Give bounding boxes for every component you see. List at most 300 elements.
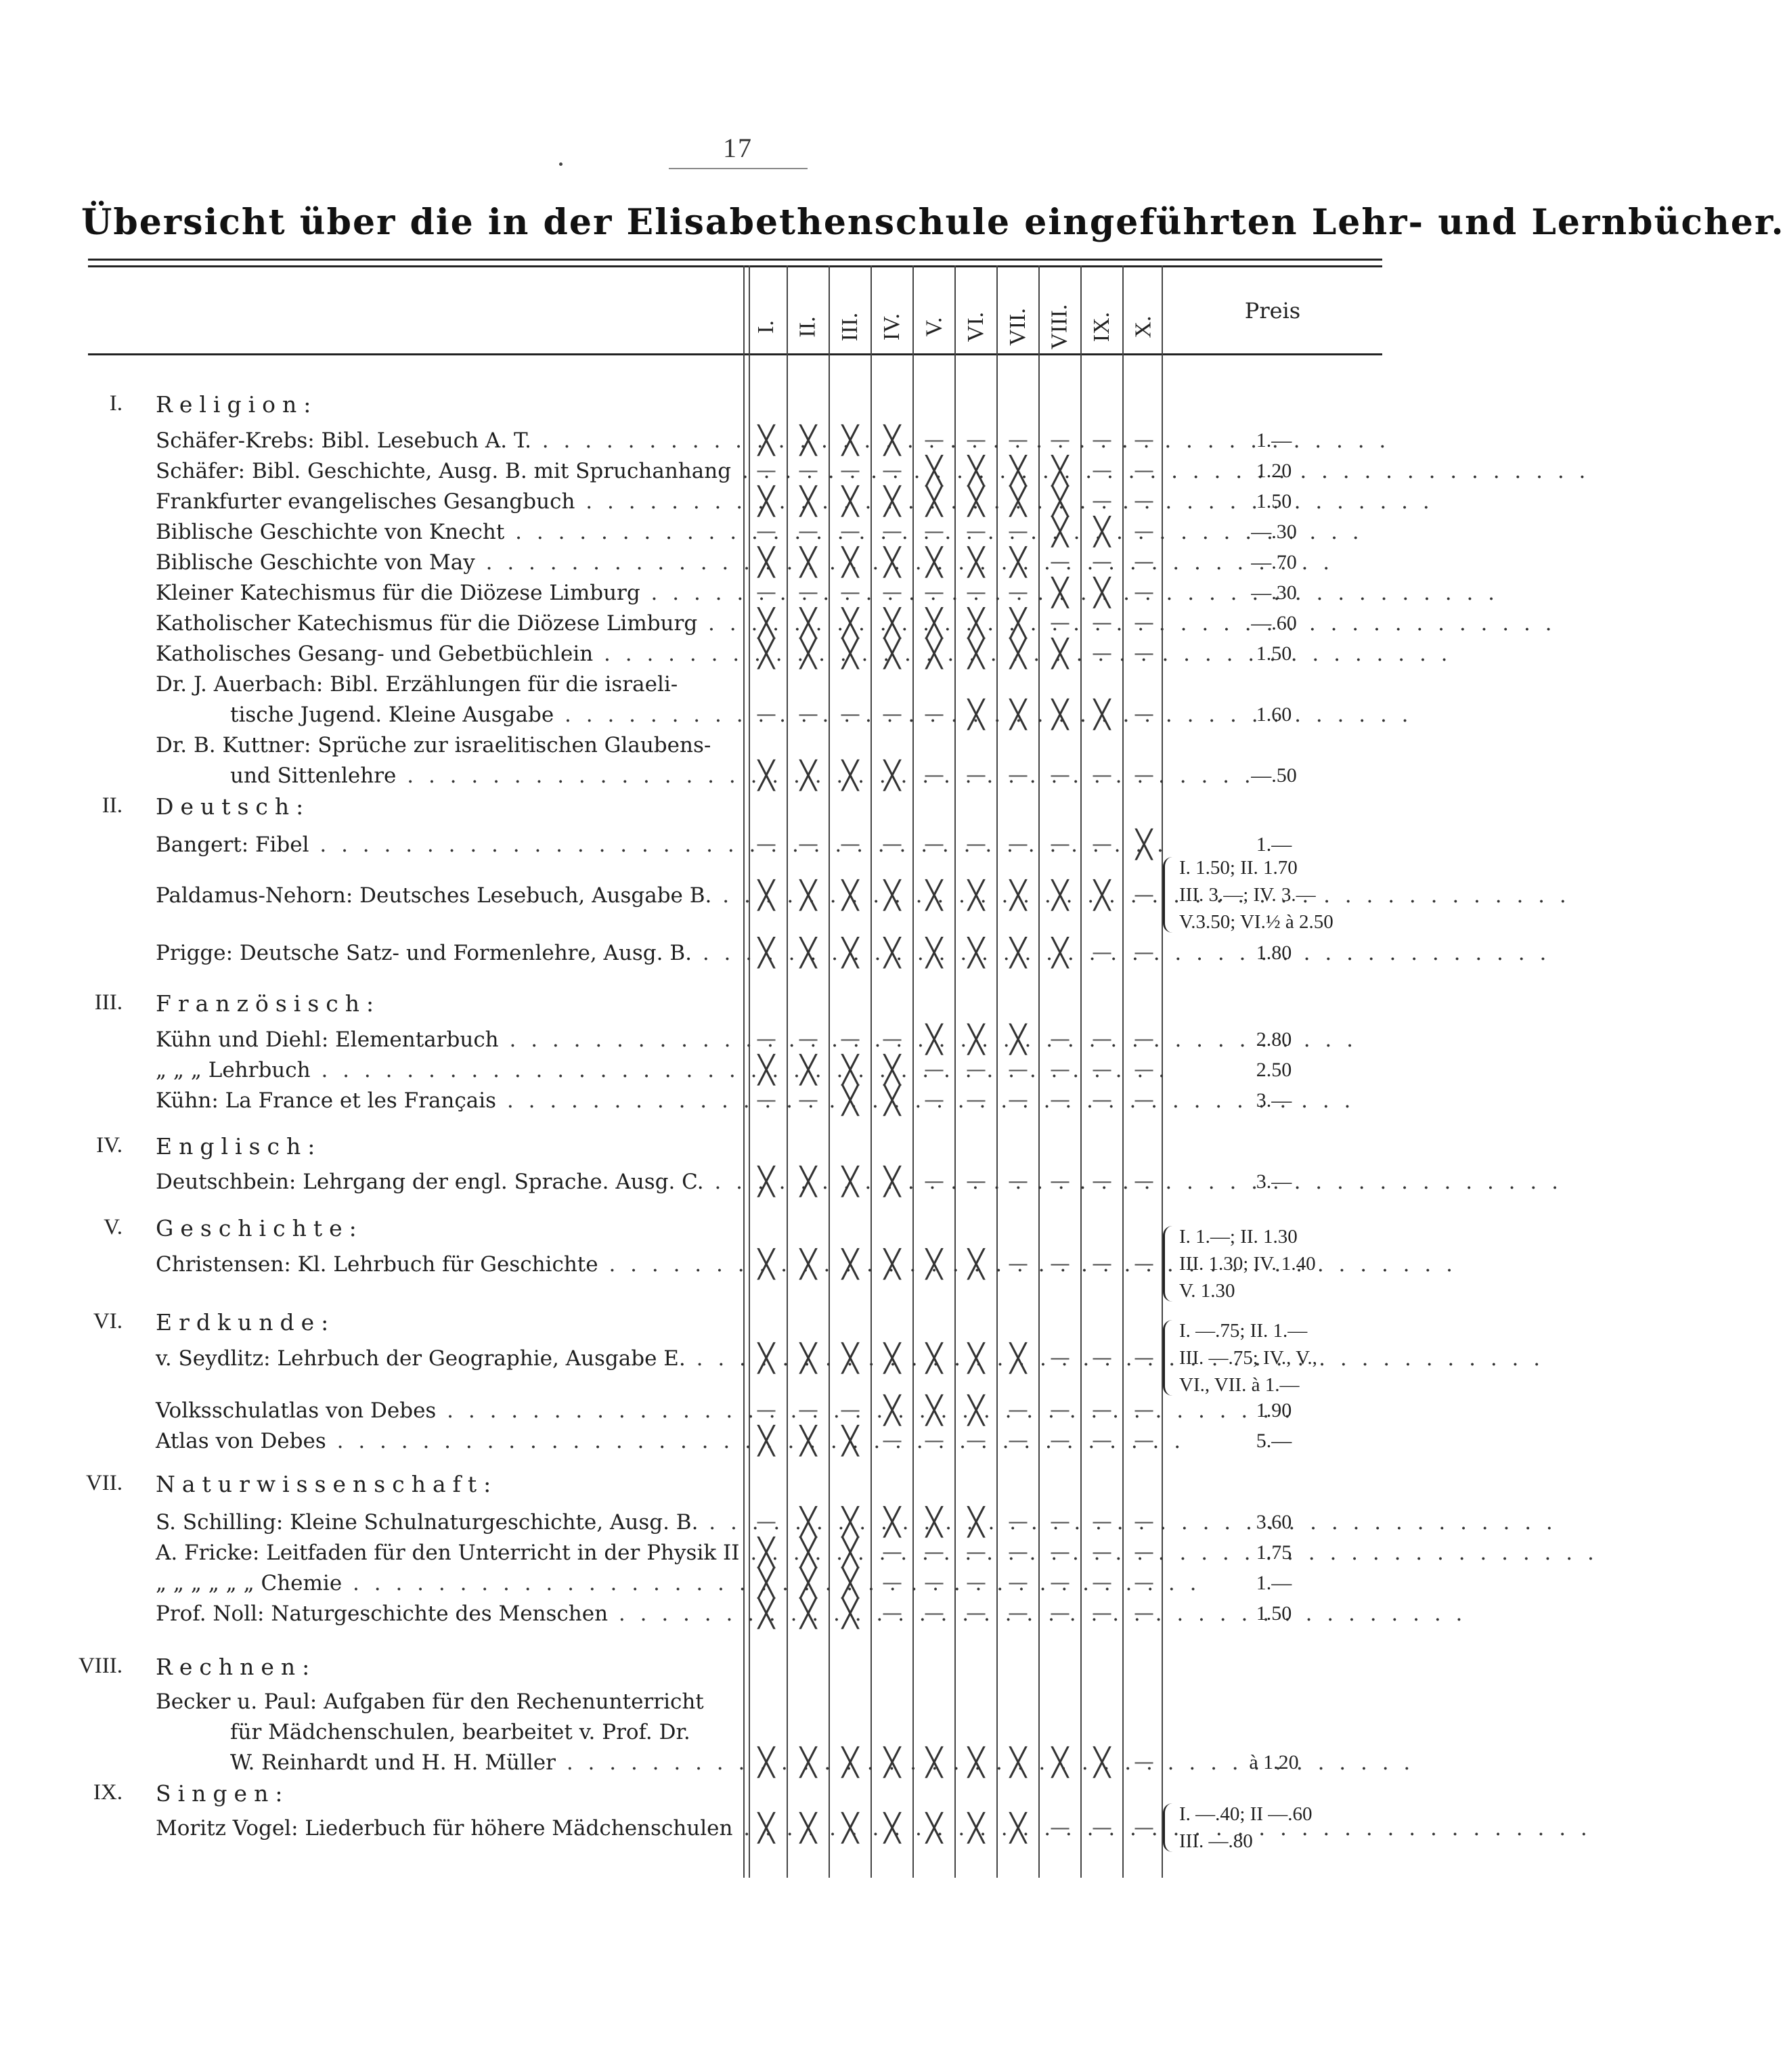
not-used-dash: — [924, 703, 944, 726]
used-mark: ╳ [799, 1249, 817, 1280]
price-value: 1.20 [1256, 460, 1292, 482]
not-used-dash: — [1050, 1510, 1070, 1534]
section-number: IX. [93, 1780, 123, 1805]
section-heading [0, 793, 1558, 824]
book-title-line: „ „ „ Lehrbuch . . . [156, 1056, 721, 1084]
used-mark: ╳ [1009, 938, 1027, 969]
used-mark: ╳ [1009, 880, 1027, 911]
not-used-dash: — [966, 428, 986, 452]
book-title-line: Biblische Geschichte von Knecht . . . [156, 518, 721, 546]
used-mark: ╳ [1051, 486, 1069, 517]
book-title-line: Schäfer: Bibl. Geschichte, Ausg. B. mit Spruchanhang . . . [156, 457, 721, 485]
used-mark: ╳ [883, 1747, 901, 1778]
not-used-dash: — [756, 1510, 776, 1534]
not-used-dash: — [1092, 1571, 1112, 1595]
book-row [0, 1718, 1558, 1748]
not-used-dash: — [1050, 1170, 1070, 1193]
used-mark: ╳ [799, 1426, 817, 1457]
not-used-dash: — [1050, 1028, 1070, 1051]
not-used-dash: — [882, 1541, 902, 1564]
header-bottom-rule [88, 353, 1382, 355]
book-title-line: Katholischer Katechismus für die Diözese Limburg . . . [156, 609, 721, 638]
used-mark: ╳ [1009, 456, 1027, 487]
class-column-header [1124, 296, 1164, 357]
used-mark: ╳ [967, 1813, 985, 1844]
section-title: Singen: [156, 1780, 290, 1807]
section-title: Naturwissenschaft: [156, 1471, 498, 1497]
price-row [0, 518, 1558, 548]
not-used-dash: — [1092, 764, 1112, 787]
used-mark: ╳ [757, 547, 775, 578]
not-used-dash: — [1008, 1088, 1028, 1112]
book-title-line: Katholisches Gesang- und Gebetbüchlein . . . [156, 640, 721, 668]
not-used-dash: — [1134, 941, 1154, 965]
used-mark: ╳ [925, 938, 943, 969]
not-used-dash: — [1050, 1058, 1070, 1082]
not-used-dash: — [966, 581, 986, 604]
price-row [0, 1569, 1558, 1600]
class-column-header [956, 296, 996, 357]
not-used-dash: — [756, 1088, 776, 1112]
not-used-dash: — [1134, 550, 1154, 574]
used-mark: ╳ [1093, 516, 1111, 548]
class-column-header [998, 296, 1038, 357]
price-value-line: I. 1.50; II. 1.70 [1179, 857, 1298, 879]
used-mark: ╳ [1009, 699, 1027, 730]
class-column-header [788, 296, 829, 357]
used-mark: ╳ [925, 1747, 943, 1778]
price-column-header: Preis [1244, 298, 1301, 324]
price-value: 2.80 [1256, 1028, 1292, 1051]
not-used-dash: — [966, 764, 986, 787]
used-mark: ╳ [841, 1507, 859, 1538]
not-used-dash: — [882, 703, 902, 726]
used-mark: ╳ [925, 1343, 943, 1374]
book-title-line: Volksschulatlas von Debes . . . [156, 1396, 721, 1425]
class-column-label: IX. [1088, 311, 1114, 343]
book-title-line: Bangert: Fibel . . . [156, 831, 721, 859]
not-used-dash: — [924, 764, 944, 787]
price-row [0, 701, 1558, 731]
class-column-label: VIII. [1047, 304, 1072, 350]
book-title-line: Dr. B. Kuttner: Sprüche zur israelitischen Glaubens- [156, 733, 711, 757]
not-used-dash: — [882, 520, 902, 544]
not-used-dash: — [1134, 1398, 1154, 1422]
price-value-line: I. —.75; II. 1.— [1179, 1320, 1308, 1342]
used-mark: ╳ [883, 486, 901, 517]
table-top-rule [88, 259, 1382, 261]
price-row [0, 487, 1558, 518]
not-used-dash: — [1008, 1252, 1028, 1276]
not-used-dash: — [1134, 459, 1154, 483]
price-value: 1.75 [1256, 1541, 1292, 1564]
not-used-dash: — [1008, 764, 1028, 787]
price-value: 1.50 [1256, 1602, 1292, 1625]
used-mark: ╳ [1093, 880, 1111, 911]
price-value: 1.50 [1256, 642, 1292, 665]
used-mark: ╳ [925, 1249, 943, 1280]
not-used-dash: — [1092, 1170, 1112, 1193]
not-used-dash: — [1008, 1602, 1028, 1625]
book-title-line: Frankfurter evangelisches Gesangbuch . . . [156, 487, 721, 516]
book-title-line: Biblische Geschichte von May . . . [156, 548, 721, 577]
price-row [0, 426, 1558, 457]
book-title-line: Moritz Vogel: Liederbuch für höhere Mädchenschulen . . . [156, 1814, 721, 1843]
used-mark: ╳ [1009, 608, 1027, 639]
not-used-dash: — [1134, 1541, 1154, 1564]
section-heading [0, 1654, 1558, 1684]
used-mark: ╳ [799, 880, 817, 911]
used-mark: ╳ [841, 547, 859, 578]
used-mark: ╳ [1009, 1813, 1027, 1844]
used-mark: ╳ [925, 547, 943, 578]
used-mark: ╳ [1051, 880, 1069, 911]
not-used-dash: — [1008, 1058, 1028, 1082]
used-mark: ╳ [967, 638, 985, 669]
section-title: Französisch: [156, 990, 381, 1017]
used-mark: ╳ [883, 1395, 901, 1426]
used-mark: ╳ [799, 1747, 817, 1778]
used-mark: ╳ [883, 1507, 901, 1538]
price-value-line: V.3.50; VI.½ à 2.50 [1179, 911, 1334, 933]
used-mark: ╳ [841, 1568, 859, 1599]
not-used-dash: — [882, 833, 902, 856]
used-mark: ╳ [1009, 1024, 1027, 1055]
used-mark: ╳ [883, 880, 901, 911]
not-used-dash: — [924, 581, 944, 604]
not-used-dash: — [1008, 520, 1028, 544]
used-mark: ╳ [841, 638, 859, 669]
not-used-dash: — [966, 1170, 986, 1193]
used-mark: ╳ [757, 1343, 775, 1374]
class-column-label: V. [921, 317, 946, 337]
used-mark: ╳ [925, 456, 943, 487]
price-value: —.70 [1251, 551, 1297, 573]
not-used-dash: — [882, 1602, 902, 1625]
not-used-dash: — [840, 833, 860, 856]
not-used-dash: — [1134, 581, 1154, 604]
not-used-dash: — [882, 459, 902, 483]
price-row [0, 548, 1558, 579]
used-mark: ╳ [1009, 1343, 1027, 1374]
used-mark: ╳ [1009, 547, 1027, 578]
book-title-line: Atlas von Debes . . . [156, 1427, 721, 1455]
not-used-dash: — [1008, 1398, 1028, 1422]
used-mark: ╳ [883, 1249, 901, 1280]
section-title: Geschichte: [156, 1215, 363, 1241]
class-column-label: VI. [963, 311, 988, 343]
not-used-dash: — [1092, 1028, 1112, 1051]
price-value-line: VI., VII. à 1.— [1179, 1374, 1300, 1396]
price-row [0, 1086, 1558, 1117]
price-row [0, 609, 1558, 640]
used-mark: ╳ [841, 1598, 859, 1629]
not-used-dash: — [882, 1429, 902, 1453]
not-used-dash: — [756, 459, 776, 483]
book-title-line: Schäfer-Krebs: Bibl. Lesebuch A. T. . . . [156, 426, 721, 455]
not-used-dash: — [924, 1571, 944, 1595]
used-mark: ╳ [1093, 1747, 1111, 1778]
used-mark: ╳ [925, 638, 943, 669]
not-used-dash: — [1092, 459, 1112, 483]
used-mark: ╳ [757, 1249, 775, 1280]
section-number: V. [104, 1215, 123, 1239]
used-mark: ╳ [799, 1055, 817, 1086]
not-used-dash: — [798, 703, 818, 726]
not-used-dash: — [1092, 1510, 1112, 1534]
used-mark: ╳ [841, 486, 859, 517]
used-mark: ╳ [841, 760, 859, 791]
not-used-dash: — [1008, 1571, 1028, 1595]
not-used-dash: — [756, 833, 776, 856]
used-mark: ╳ [1093, 577, 1111, 609]
section-number: III. [94, 990, 123, 1015]
not-used-dash: — [966, 833, 986, 856]
price-row [0, 579, 1558, 609]
not-used-dash: — [1092, 428, 1112, 452]
not-used-dash: — [966, 520, 986, 544]
book-row [0, 731, 1558, 762]
not-used-dash: — [1050, 1541, 1070, 1564]
not-used-dash: — [882, 1571, 902, 1595]
class-column-header [830, 296, 871, 357]
used-mark: ╳ [1093, 699, 1111, 730]
page-dot [559, 162, 563, 166]
used-mark: ╳ [757, 1055, 775, 1086]
not-used-dash: — [798, 833, 818, 856]
used-mark: ╳ [799, 938, 817, 969]
used-mark: ╳ [799, 547, 817, 578]
used-mark: ╳ [1051, 516, 1069, 548]
not-used-dash: — [924, 520, 944, 544]
used-mark: ╳ [799, 1537, 817, 1568]
used-mark: ╳ [1051, 1747, 1069, 1778]
used-mark: ╳ [925, 1507, 943, 1538]
used-mark: ╳ [1051, 456, 1069, 487]
not-used-dash: — [798, 1088, 818, 1112]
class-column-header [1040, 296, 1080, 357]
section-number: I. [109, 391, 123, 416]
not-used-dash: — [882, 581, 902, 604]
price-row [0, 762, 1558, 792]
not-used-dash: — [798, 1028, 818, 1051]
used-mark: ╳ [841, 1249, 859, 1280]
used-mark: ╳ [967, 1395, 985, 1426]
not-used-dash: — [1134, 1170, 1154, 1193]
used-mark: ╳ [967, 1507, 985, 1538]
not-used-dash: — [840, 459, 860, 483]
section-number: VIII. [78, 1654, 123, 1678]
not-used-dash: — [966, 1058, 986, 1082]
not-used-dash: — [1134, 1058, 1154, 1082]
section-title: Englisch: [156, 1133, 322, 1160]
section-heading [0, 990, 1558, 1021]
used-mark: ╳ [841, 608, 859, 639]
used-mark: ╳ [799, 1598, 817, 1629]
not-used-dash: — [1050, 764, 1070, 787]
not-used-dash: — [1092, 1398, 1112, 1422]
price-row [0, 1508, 1558, 1539]
not-used-dash: — [882, 1028, 902, 1051]
not-used-dash: — [924, 428, 944, 452]
not-used-dash: — [798, 1398, 818, 1422]
not-used-dash: — [756, 703, 776, 726]
not-used-dash: — [1134, 489, 1154, 513]
used-mark: ╳ [757, 608, 775, 639]
not-used-dash: — [756, 520, 776, 544]
section-heading [0, 391, 1558, 422]
not-used-dash: — [966, 1541, 986, 1564]
section-number: II. [102, 793, 123, 818]
not-used-dash: — [1134, 1602, 1154, 1625]
not-used-dash: — [924, 1602, 944, 1625]
used-mark: ╳ [1009, 638, 1027, 669]
book-row [0, 670, 1558, 701]
used-mark: ╳ [883, 1166, 901, 1197]
not-used-dash: — [1134, 1816, 1154, 1840]
used-mark: ╳ [1135, 829, 1153, 860]
not-used-dash: — [1134, 703, 1154, 726]
not-used-dash: — [1092, 642, 1112, 665]
not-used-dash: — [924, 1088, 944, 1112]
used-mark: ╳ [757, 1813, 775, 1844]
not-used-dash: — [1134, 764, 1154, 787]
class-column-header [1082, 296, 1122, 357]
price-value: 3.60 [1256, 1511, 1292, 1533]
not-used-dash: — [798, 520, 818, 544]
not-used-dash: — [1092, 1252, 1112, 1276]
price-row [0, 1026, 1558, 1056]
not-used-dash: — [1050, 1252, 1070, 1276]
used-mark: ╳ [967, 699, 985, 730]
book-title-line: v. Seydlitz: Lehrbuch der Geographie, Ausgabe E. . . . [156, 1344, 721, 1373]
used-mark: ╳ [925, 1813, 943, 1844]
price-value: —.60 [1251, 612, 1297, 634]
price-row [0, 1396, 1558, 1427]
not-used-dash: — [1050, 1398, 1070, 1422]
used-mark: ╳ [883, 608, 901, 639]
used-mark: ╳ [883, 1343, 901, 1374]
not-used-dash: — [1134, 520, 1154, 544]
used-mark: ╳ [799, 1507, 817, 1538]
not-used-dash: — [1134, 1252, 1154, 1276]
not-used-dash: — [1134, 1088, 1154, 1112]
used-mark: ╳ [841, 938, 859, 969]
page-number-rule [669, 168, 808, 169]
used-mark: ╳ [883, 760, 901, 791]
used-mark: ╳ [1009, 486, 1027, 517]
price-value-line: I. —.40; II —.60 [1179, 1803, 1313, 1825]
used-mark: ╳ [841, 880, 859, 911]
page-number: 17 [723, 133, 753, 163]
used-mark: ╳ [967, 608, 985, 639]
not-used-dash: — [1134, 428, 1154, 452]
used-mark: ╳ [757, 425, 775, 456]
used-mark: ╳ [1051, 938, 1069, 969]
not-used-dash: — [1092, 1346, 1112, 1370]
not-used-dash: — [1050, 1346, 1070, 1370]
price-value: 1.— [1256, 429, 1292, 451]
used-mark: ╳ [841, 1343, 859, 1374]
price-value-line: III. —.75; IV., V., [1179, 1347, 1317, 1369]
price-value: —.30 [1251, 581, 1297, 604]
section-number: IV. [96, 1133, 123, 1158]
not-used-dash: — [966, 1088, 986, 1112]
not-used-dash: — [1050, 1602, 1070, 1625]
not-used-dash: — [756, 581, 776, 604]
book-title-line: Kühn und Diehl: Elementarbuch . . . [156, 1026, 721, 1054]
not-used-dash: — [798, 459, 818, 483]
used-mark: ╳ [841, 1537, 859, 1568]
used-mark: ╳ [799, 638, 817, 669]
book-title-line: Kleiner Katechismus für die Diözese Limburg . . . [156, 579, 721, 607]
used-mark: ╳ [799, 1166, 817, 1197]
used-mark: ╳ [925, 880, 943, 911]
used-mark: ╳ [967, 547, 985, 578]
used-mark: ╳ [1051, 577, 1069, 609]
section-title: Religion: [156, 391, 318, 418]
not-used-dash: — [1050, 550, 1070, 574]
not-used-dash: — [924, 1429, 944, 1453]
used-mark: ╳ [757, 1747, 775, 1778]
class-column-header [746, 296, 787, 357]
price-value: 1.80 [1256, 942, 1292, 964]
not-used-dash: — [1092, 489, 1112, 513]
not-used-dash: — [1134, 1429, 1154, 1453]
not-used-dash: — [1092, 1602, 1112, 1625]
class-column-label: X. [1131, 315, 1156, 338]
price-value-line: V. 1.30 [1179, 1280, 1235, 1302]
book-title-line: Deutschbein: Lehrgang der engl. Sprache. Ausg. C. . . . [156, 1168, 721, 1196]
not-used-dash: — [1092, 1058, 1112, 1082]
used-mark: ╳ [967, 880, 985, 911]
book-title-line: Christensen: Kl. Lehrbuch für Geschichte . . . [156, 1250, 721, 1279]
used-mark: ╳ [799, 1813, 817, 1844]
price-value: 1.— [1256, 1572, 1292, 1594]
not-used-dash: — [1008, 428, 1028, 452]
not-used-dash: — [1092, 1088, 1112, 1112]
used-mark: ╳ [757, 1166, 775, 1197]
used-mark: ╳ [799, 1568, 817, 1599]
not-used-dash: — [840, 1028, 860, 1051]
book-title-line: Prigge: Deutsche Satz- und Formenlehre, Ausg. B. . . . [156, 939, 721, 967]
table-top-rule-thin [88, 265, 1382, 267]
not-used-dash: — [1092, 833, 1112, 856]
not-used-dash: — [1092, 550, 1112, 574]
price-row [0, 1168, 1558, 1198]
used-mark: ╳ [967, 456, 985, 487]
price-value: 3.— [1256, 1089, 1292, 1111]
section-title: Rechnen: [156, 1654, 317, 1680]
price-value: —.30 [1251, 521, 1297, 543]
not-used-dash: — [1134, 642, 1154, 665]
used-mark: ╳ [883, 638, 901, 669]
section-number: VII. [85, 1471, 123, 1495]
price-value: 1.50 [1256, 490, 1292, 512]
price-row [0, 640, 1558, 670]
section-heading [0, 1471, 1558, 1501]
section-number: VI. [93, 1309, 123, 1333]
used-mark: ╳ [757, 1568, 775, 1599]
section-heading [0, 1133, 1558, 1164]
used-mark: ╳ [757, 938, 775, 969]
not-used-dash: — [1134, 1346, 1154, 1370]
price-row [0, 1056, 1558, 1086]
book-title-line: Dr. J. Auerbach: Bibl. Erzählungen für die israeli- [156, 672, 678, 697]
used-mark: ╳ [757, 1426, 775, 1457]
used-mark: ╳ [757, 486, 775, 517]
used-mark: ╳ [925, 608, 943, 639]
